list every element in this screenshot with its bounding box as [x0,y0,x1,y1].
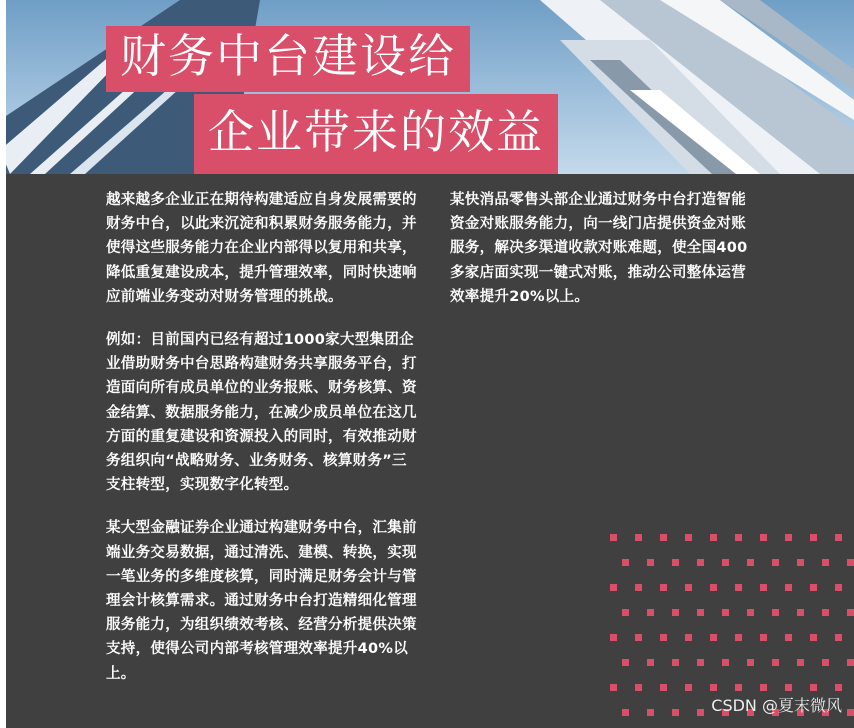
decorative-dot [685,634,692,641]
decorative-dot [610,634,617,641]
decorative-dot [610,534,617,541]
decorative-dot [760,584,767,591]
decorative-dot [760,684,767,691]
decorative-dot [635,534,642,541]
decorative-dot [835,534,842,541]
decorative-dot [735,684,742,691]
decorative-dot [660,584,667,591]
decorative-dot [785,584,792,591]
decorative-dot [647,659,654,666]
decorative-dot [647,709,654,716]
decorative-dot [747,659,754,666]
right-column [450,188,760,328]
decorative-dot [647,559,654,566]
left-column [106,188,418,705]
decorative-dot [822,659,829,666]
decorative-dot [685,684,692,691]
decorative-dot [835,634,842,641]
decorative-dot [847,709,854,716]
decorative-dot [610,584,617,591]
decorative-dot [797,659,804,666]
left-edge-strip [0,0,6,728]
decorative-dot [847,659,854,666]
decorative-dot [685,584,692,591]
title-line-1: 财务中台建设给 [106,26,470,92]
decorative-dot [697,559,704,566]
decorative-dot [810,684,817,691]
decorative-dot [785,634,792,641]
decorative-dot [835,684,842,691]
decorative-dot [847,559,854,566]
decorative-dot [685,534,692,541]
decorative-dot [610,684,617,691]
decorative-dot [697,709,704,716]
decorative-dot [622,609,629,616]
paragraph-example-group: 例如：目前国内已经有超过1000家大型集团企业借助财务中台思路构建财务共享服务平台，打造面向所有成员单位的业务报账、财务核算、资金结算、数据服务能力，在减少成员单位在这几方面的重复建设和资源投入的同时，有效推动财务组织向“战略财务、业务财务、核算财务”三支柱转型，实现数字化转型。 [106,332,417,494]
decorative-dot [735,584,742,591]
decorative-dot [660,634,667,641]
decorative-dot [735,534,742,541]
decorative-dot [810,584,817,591]
decorative-dot [722,659,729,666]
decorative-dot [785,534,792,541]
decorative-dot [660,684,667,691]
decorative-dot [635,634,642,641]
decorative-dot [760,534,767,541]
decorative-dot [622,559,629,566]
paragraph-intro: 越来越多企业正在期待构建适应自身发展需要的财务中台，以此来沉淀和积累财务服务能力，并使得这些服务能力在企业内部得以复用和共享，降低重复建设成本，提升管理效率，同时快速响应前端业务变动对财务管理的挑战。 [106,192,417,305]
decorative-dot [635,584,642,591]
decorative-dot [672,559,679,566]
decorative-dot [660,534,667,541]
decorative-dot [622,709,629,716]
decorative-dot [710,534,717,541]
decorative-dot [710,584,717,591]
decorative-dot [697,609,704,616]
decorative-dot [822,559,829,566]
decorative-dot [772,609,779,616]
decorative-dot [697,659,704,666]
paragraph-example-securities: 某大型金融证券企业通过构建财务中台，汇集前端业务交易数据，通过清洗、建模、转换，实现一笔业务的多维度核算，同时满足财务会计与管理会计核算需求。通过财务中台打造精细化管理服务能力，为组织绩效考核、经营分析提供决策支持，使得公司内部考核管理效率提升40%以上。 [106,520,417,682]
decorative-dot [797,559,804,566]
decorative-dot [672,609,679,616]
decorative-dot [647,609,654,616]
decorative-dot [797,609,804,616]
watermark: CSDN @夏末微风 [711,696,842,715]
decorative-dot [747,609,754,616]
decorative-dot [672,709,679,716]
decorative-dot [635,684,642,691]
decorative-dot [622,659,629,666]
decorative-dot [672,659,679,666]
decorative-dot [810,534,817,541]
paragraph-example-retail: 某快消品零售头部企业通过财务中台打造智能资金对账服务能力，向一线门店提供资金对账服务，解决多渠道收款对账难题，使全国400多家店面实现一键式对账，推动公司整体运营效率提升20%以上。 [450,192,748,305]
decorative-dot [710,684,717,691]
decorative-dot [785,684,792,691]
decorative-dot [735,634,742,641]
decorative-dot [847,609,854,616]
decorative-dot [710,634,717,641]
decorative-dot [810,634,817,641]
decorative-dot [760,634,767,641]
decorative-dot [772,659,779,666]
decorative-dot [747,559,754,566]
title-line-2: 企业带来的效益 [194,94,558,174]
decorative-dot [822,609,829,616]
decorative-dot [722,609,729,616]
decorative-dot [835,584,842,591]
decorative-dot [722,559,729,566]
decorative-dot [772,559,779,566]
